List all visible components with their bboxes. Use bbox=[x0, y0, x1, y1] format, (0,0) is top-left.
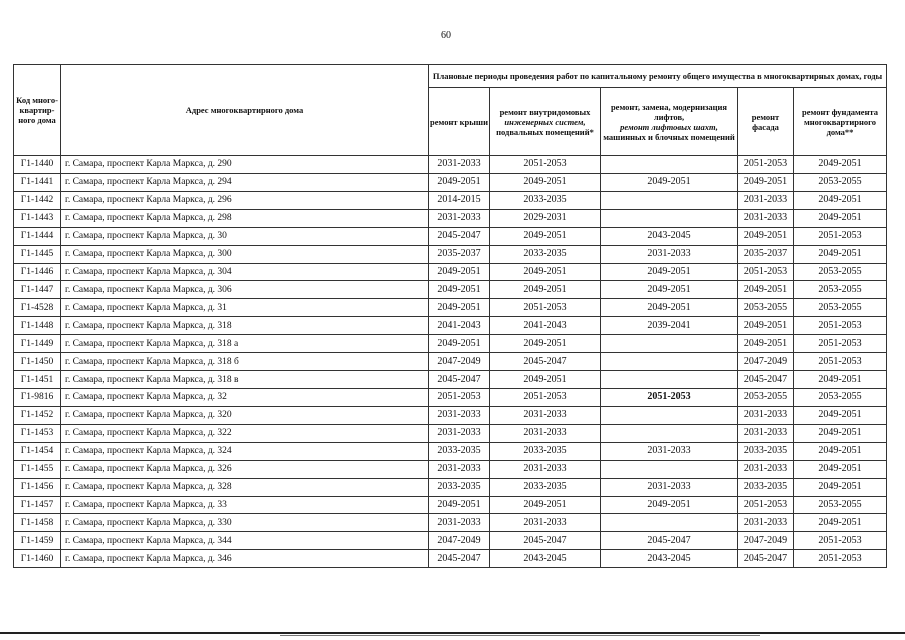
roof-period-cell: 2031-2033 bbox=[429, 209, 490, 227]
foundation-period-cell: 2049-2051 bbox=[794, 424, 887, 442]
foundation-period-cell: 2051-2053 bbox=[794, 317, 887, 335]
lifts-period-cell: 2031-2033 bbox=[601, 478, 738, 496]
table-row bbox=[14, 406, 887, 424]
foundation-period-cell: 2051-2053 bbox=[794, 227, 887, 245]
house-code-cell: Г1-1452 bbox=[14, 406, 61, 424]
roof-period-cell: 2031-2033 bbox=[429, 460, 490, 478]
lifts-period-cell bbox=[601, 460, 738, 478]
foundation-period-cell: 2049-2051 bbox=[794, 191, 887, 209]
house-code-cell: Г1-1447 bbox=[14, 281, 61, 299]
facade-period-cell: 2031-2033 bbox=[738, 460, 794, 478]
foundation-period-cell: 2053-2055 bbox=[794, 281, 887, 299]
systems-period-cell: 2051-2053 bbox=[490, 388, 601, 406]
foundation-period-cell: 2053-2055 bbox=[794, 299, 887, 317]
roof-period-cell: 2051-2053 bbox=[429, 388, 490, 406]
roof-period-cell: 2045-2047 bbox=[429, 550, 490, 568]
address-cell: г. Самара, проспект Карла Маркса, д. 300 bbox=[61, 245, 429, 263]
address-cell: г. Самара, проспект Карла Маркса, д. 322 bbox=[61, 424, 429, 442]
roof-period-cell: 2031-2033 bbox=[429, 406, 490, 424]
table-row bbox=[14, 478, 887, 496]
house-code-cell: Г1-1459 bbox=[14, 532, 61, 550]
table-row bbox=[14, 245, 887, 263]
foundation-period-cell: 2053-2055 bbox=[794, 388, 887, 406]
header-roof: ремонт крыши bbox=[429, 88, 490, 156]
foundation-period-cell: 2049-2051 bbox=[794, 478, 887, 496]
foundation-period-cell: 2051-2053 bbox=[794, 550, 887, 568]
address-cell: г. Самара, проспект Карла Маркса, д. 320 bbox=[61, 406, 429, 424]
header-code: Код много-квартир-ного дома bbox=[14, 65, 61, 156]
table-row bbox=[14, 156, 887, 174]
facade-period-cell: 2053-2055 bbox=[738, 299, 794, 317]
facade-period-cell: 2053-2055 bbox=[738, 388, 794, 406]
address-cell: г. Самара, проспект Карла Маркса, д. 298 bbox=[61, 209, 429, 227]
systems-period-cell: 2031-2033 bbox=[490, 460, 601, 478]
facade-period-cell: 2031-2033 bbox=[738, 406, 794, 424]
facade-period-cell: 2031-2033 bbox=[738, 209, 794, 227]
address-cell: г. Самара, проспект Карла Маркса, д. 296 bbox=[61, 191, 429, 209]
lifts-period-cell bbox=[601, 191, 738, 209]
roof-period-cell: 2031-2033 bbox=[429, 156, 490, 174]
roof-period-cell: 2049-2051 bbox=[429, 496, 490, 514]
foundation-period-cell: 2049-2051 bbox=[794, 406, 887, 424]
systems-period-cell: 2049-2051 bbox=[490, 173, 601, 191]
systems-period-cell: 2049-2051 bbox=[490, 371, 601, 389]
systems-period-cell: 2031-2033 bbox=[490, 406, 601, 424]
house-code-cell: Г1-1443 bbox=[14, 209, 61, 227]
facade-period-cell: 2051-2053 bbox=[738, 496, 794, 514]
roof-period-cell: 2014-2015 bbox=[429, 191, 490, 209]
address-cell: г. Самара, проспект Карла Маркса, д. 290 bbox=[61, 156, 429, 174]
header-systems-line3: подвальных помещений* bbox=[496, 126, 594, 137]
house-code-cell: Г1-1451 bbox=[14, 371, 61, 389]
lifts-period-cell: 2031-2033 bbox=[601, 245, 738, 263]
header-periods: Плановые периоды проведения работ по капитальному ремонту общего имущества в многоквартирных домах, годы bbox=[429, 65, 887, 88]
table-row bbox=[14, 442, 887, 460]
header-lifts-line1: ремонт, замена, модернизация лифтов, bbox=[610, 101, 728, 122]
roof-period-cell: 2049-2051 bbox=[429, 281, 490, 299]
table-row bbox=[14, 532, 887, 550]
header-systems-line1: ремонт внутридомовых bbox=[499, 106, 591, 117]
systems-period-cell: 2041-2043 bbox=[490, 317, 601, 335]
table-row bbox=[14, 371, 887, 389]
facade-period-cell: 2047-2049 bbox=[738, 532, 794, 550]
systems-period-cell: 2033-2035 bbox=[490, 478, 601, 496]
table-row bbox=[14, 353, 887, 371]
foundation-period-cell: 2049-2051 bbox=[794, 460, 887, 478]
facade-period-cell: 2031-2033 bbox=[738, 191, 794, 209]
facade-period-cell: 2051-2053 bbox=[738, 263, 794, 281]
table-row bbox=[14, 263, 887, 281]
house-code-cell: Г1-1450 bbox=[14, 353, 61, 371]
foundation-period-cell: 2051-2053 bbox=[794, 353, 887, 371]
page-number: 60 bbox=[441, 30, 451, 41]
facade-period-cell: 2051-2053 bbox=[738, 156, 794, 174]
foundation-period-cell: 2051-2053 bbox=[794, 532, 887, 550]
table-row bbox=[14, 335, 887, 353]
address-cell: г. Самара, проспект Карла Маркса, д. 306 bbox=[61, 281, 429, 299]
table-row bbox=[14, 227, 887, 245]
house-code-cell: Г1-9816 bbox=[14, 388, 61, 406]
roof-period-cell: 2045-2047 bbox=[429, 227, 490, 245]
lifts-period-cell: 2049-2051 bbox=[601, 496, 738, 514]
systems-period-cell: 2049-2051 bbox=[490, 281, 601, 299]
lifts-period-cell: 2031-2033 bbox=[601, 442, 738, 460]
foundation-period-cell: 2051-2053 bbox=[794, 335, 887, 353]
house-code-cell: Г1-1460 bbox=[14, 550, 61, 568]
roof-period-cell: 2031-2033 bbox=[429, 514, 490, 532]
facade-period-cell: 2033-2035 bbox=[738, 442, 794, 460]
address-cell: г. Самара, проспект Карла Маркса, д. 326 bbox=[61, 460, 429, 478]
facade-period-cell: 2049-2051 bbox=[738, 281, 794, 299]
foundation-period-cell: 2049-2051 bbox=[794, 442, 887, 460]
facade-period-cell: 2031-2033 bbox=[738, 514, 794, 532]
lifts-period-cell bbox=[601, 156, 738, 174]
systems-period-cell: 2031-2033 bbox=[490, 514, 601, 532]
foundation-period-cell: 2049-2051 bbox=[794, 156, 887, 174]
systems-period-cell: 2049-2051 bbox=[490, 496, 601, 514]
address-cell: г. Самара, проспект Карла Маркса, д. 318 bbox=[61, 317, 429, 335]
roof-period-cell: 2045-2047 bbox=[429, 371, 490, 389]
lifts-period-cell bbox=[601, 514, 738, 532]
lifts-period-cell bbox=[601, 209, 738, 227]
roof-period-cell: 2047-2049 bbox=[429, 532, 490, 550]
table-row bbox=[14, 281, 887, 299]
roof-period-cell: 2031-2033 bbox=[429, 424, 490, 442]
address-cell: г. Самара, проспект Карла Маркса, д. 31 bbox=[61, 299, 429, 317]
lifts-period-cell: 2045-2047 bbox=[601, 532, 738, 550]
house-code-cell: Г1-1441 bbox=[14, 173, 61, 191]
lifts-period-cell: 2049-2051 bbox=[601, 299, 738, 317]
header-systems-line2: инженерных систем, bbox=[504, 116, 586, 127]
table-row bbox=[14, 514, 887, 532]
lifts-period-cell: 2043-2045 bbox=[601, 227, 738, 245]
address-cell: г. Самара, проспект Карла Маркса, д. 318 б bbox=[61, 353, 429, 371]
foundation-period-cell: 2053-2055 bbox=[794, 173, 887, 191]
lifts-period-cell bbox=[601, 424, 738, 442]
table-row bbox=[14, 460, 887, 478]
facade-period-cell: 2047-2049 bbox=[738, 353, 794, 371]
roof-period-cell: 2049-2051 bbox=[429, 173, 490, 191]
foundation-period-cell: 2049-2051 bbox=[794, 245, 887, 263]
lifts-period-cell: 2051-2053 bbox=[601, 388, 738, 406]
header-facade: ремонт фасада bbox=[738, 88, 794, 156]
roof-period-cell: 2041-2043 bbox=[429, 317, 490, 335]
roof-period-cell: 2049-2051 bbox=[429, 263, 490, 281]
table-row bbox=[14, 424, 887, 442]
address-cell: г. Самара, проспект Карла Маркса, д. 318 а bbox=[61, 335, 429, 353]
house-code-cell: Г1-1440 bbox=[14, 156, 61, 174]
table-row bbox=[14, 299, 887, 317]
roof-period-cell: 2049-2051 bbox=[429, 335, 490, 353]
lifts-period-cell: 2049-2051 bbox=[601, 173, 738, 191]
address-cell: г. Самара, проспект Карла Маркса, д. 32 bbox=[61, 388, 429, 406]
address-cell: г. Самара, проспект Карла Маркса, д. 30 bbox=[61, 227, 429, 245]
bottom-rule bbox=[0, 632, 905, 634]
house-code-cell: Г1-1454 bbox=[14, 442, 61, 460]
header-lifts-line3: машинных и блочных помещений bbox=[603, 131, 735, 142]
foundation-period-cell: 2049-2051 bbox=[794, 371, 887, 389]
roof-period-cell: 2035-2037 bbox=[429, 245, 490, 263]
address-cell: г. Самара, проспект Карла Маркса, д. 294 bbox=[61, 173, 429, 191]
table-row bbox=[14, 496, 887, 514]
systems-period-cell: 2049-2051 bbox=[490, 263, 601, 281]
header-systems bbox=[490, 88, 601, 156]
lifts-period-cell: 2039-2041 bbox=[601, 317, 738, 335]
house-code-cell: Г1-1453 bbox=[14, 424, 61, 442]
house-code-cell: Г1-1449 bbox=[14, 335, 61, 353]
facade-period-cell: 2033-2035 bbox=[738, 478, 794, 496]
systems-period-cell: 2045-2047 bbox=[490, 353, 601, 371]
house-code-cell: Г1-1442 bbox=[14, 191, 61, 209]
lifts-period-cell bbox=[601, 335, 738, 353]
systems-period-cell: 2049-2051 bbox=[490, 335, 601, 353]
address-cell: г. Самара, проспект Карла Маркса, д. 33 bbox=[61, 496, 429, 514]
lifts-period-cell bbox=[601, 353, 738, 371]
systems-period-cell: 2043-2045 bbox=[490, 550, 601, 568]
address-cell: г. Самара, проспект Карла Маркса, д. 324 bbox=[61, 442, 429, 460]
house-code-cell: Г1-1456 bbox=[14, 478, 61, 496]
facade-period-cell: 2045-2047 bbox=[738, 371, 794, 389]
systems-period-cell: 2033-2035 bbox=[490, 245, 601, 263]
address-cell: г. Самара, проспект Карла Маркса, д. 328 bbox=[61, 478, 429, 496]
facade-period-cell: 2031-2033 bbox=[738, 424, 794, 442]
facade-period-cell: 2049-2051 bbox=[738, 173, 794, 191]
header-lifts bbox=[601, 88, 738, 156]
lifts-period-cell bbox=[601, 406, 738, 424]
house-code-cell: Г1-1458 bbox=[14, 514, 61, 532]
systems-period-cell: 2045-2047 bbox=[490, 532, 601, 550]
table-row bbox=[14, 550, 887, 568]
address-cell: г. Самара, проспект Карла Маркса, д. 330 bbox=[61, 514, 429, 532]
roof-period-cell: 2049-2051 bbox=[429, 299, 490, 317]
foundation-period-cell: 2053-2055 bbox=[794, 496, 887, 514]
repair-schedule-table bbox=[13, 64, 887, 568]
lifts-period-cell: 2049-2051 bbox=[601, 281, 738, 299]
header-address: Адрес многоквартирного дома bbox=[61, 65, 429, 156]
table-row bbox=[14, 191, 887, 209]
systems-period-cell: 2031-2033 bbox=[490, 424, 601, 442]
systems-period-cell: 2033-2035 bbox=[490, 442, 601, 460]
systems-period-cell: 2029-2031 bbox=[490, 209, 601, 227]
facade-period-cell: 2035-2037 bbox=[738, 245, 794, 263]
address-cell: г. Самара, проспект Карла Маркса, д. 304 bbox=[61, 263, 429, 281]
table-row bbox=[14, 317, 887, 335]
house-code-cell: Г1-1457 bbox=[14, 496, 61, 514]
facade-period-cell: 2049-2051 bbox=[738, 317, 794, 335]
lifts-period-cell: 2049-2051 bbox=[601, 263, 738, 281]
lifts-period-cell bbox=[601, 371, 738, 389]
bottom-rule-secondary bbox=[280, 635, 760, 636]
header-foundation: ремонт фундамента многоквартирного дома** bbox=[794, 88, 887, 156]
address-cell: г. Самара, проспект Карла Маркса, д. 318 в bbox=[61, 371, 429, 389]
house-code-cell: Г1-1445 bbox=[14, 245, 61, 263]
header-lifts-line2: ремонт лифтовых шахт, bbox=[620, 121, 718, 132]
house-code-cell: Г1-1446 bbox=[14, 263, 61, 281]
foundation-period-cell: 2053-2055 bbox=[794, 263, 887, 281]
lifts-period-cell: 2043-2045 bbox=[601, 550, 738, 568]
house-code-cell: Г1-4528 bbox=[14, 299, 61, 317]
foundation-period-cell: 2049-2051 bbox=[794, 514, 887, 532]
roof-period-cell: 2033-2035 bbox=[429, 478, 490, 496]
table-row bbox=[14, 173, 887, 191]
house-code-cell: Г1-1444 bbox=[14, 227, 61, 245]
foundation-period-cell: 2049-2051 bbox=[794, 209, 887, 227]
roof-period-cell: 2033-2035 bbox=[429, 442, 490, 460]
table-row bbox=[14, 388, 887, 406]
facade-period-cell: 2049-2051 bbox=[738, 335, 794, 353]
house-code-cell: Г1-1448 bbox=[14, 317, 61, 335]
facade-period-cell: 2049-2051 bbox=[738, 227, 794, 245]
systems-period-cell: 2051-2053 bbox=[490, 156, 601, 174]
address-cell: г. Самара, проспект Карла Маркса, д. 344 bbox=[61, 532, 429, 550]
systems-period-cell: 2049-2051 bbox=[490, 227, 601, 245]
systems-period-cell: 2051-2053 bbox=[490, 299, 601, 317]
systems-period-cell: 2033-2035 bbox=[490, 191, 601, 209]
address-cell: г. Самара, проспект Карла Маркса, д. 346 bbox=[61, 550, 429, 568]
table-row bbox=[14, 209, 887, 227]
facade-period-cell: 2045-2047 bbox=[738, 550, 794, 568]
house-code-cell: Г1-1455 bbox=[14, 460, 61, 478]
roof-period-cell: 2047-2049 bbox=[429, 353, 490, 371]
